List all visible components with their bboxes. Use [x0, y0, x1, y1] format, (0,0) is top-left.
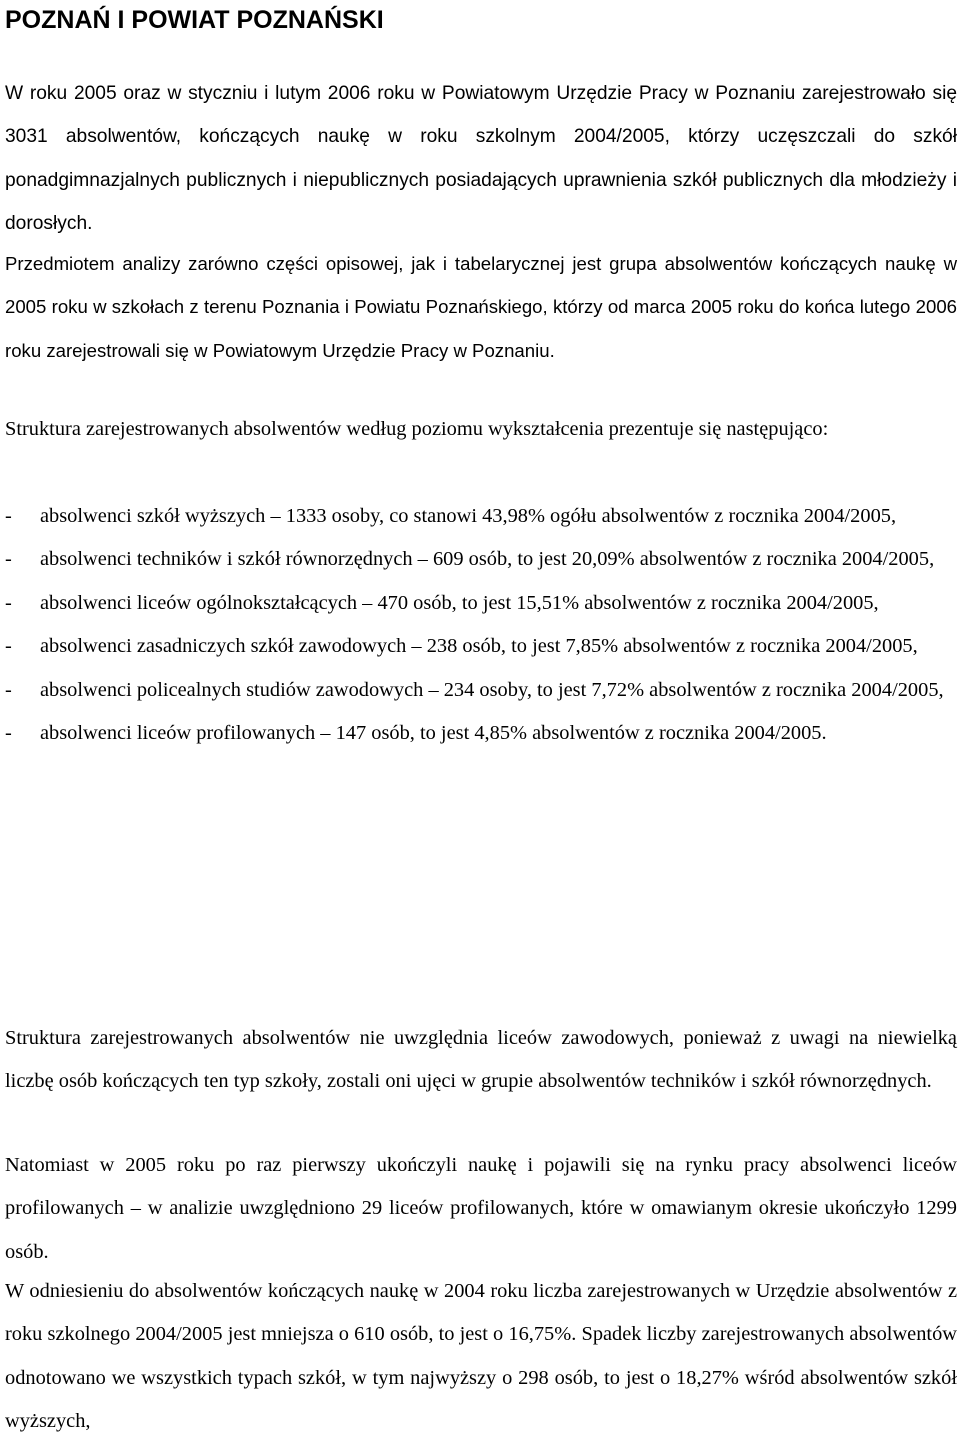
- list-item: [5, 669, 957, 712]
- document-title: POZNAŃ I POWIAT POZNAŃSKI: [5, 6, 384, 34]
- list-item: [5, 495, 957, 538]
- list-dash: -: [5, 591, 12, 614]
- list-item-text: absolwenci techników i szkół równorzędnych – 609 osób, to jest 20,09% absolwentów z rocznika 2004/2005,: [40, 548, 935, 571]
- list-dash: -: [5, 635, 12, 658]
- paragraph-structure-intro: Struktura zarejestrowanych absolwentów według poziomu wykształcenia prezentuje się następująco:: [5, 418, 829, 440]
- list-item-text: absolwenci policealnych studiów zawodowych – 234 osoby, to jest 7,72% absolwentów z rocznika 2004/2005,: [40, 678, 944, 701]
- list-item: [5, 538, 957, 581]
- paragraph-registration-summary: W roku 2005 oraz w styczniu i lutym 2006 roku w Powiatowym Urzędzie Pracy w Poznaniu zarejestrowało się 3031 absolwentów, kończących naukę w roku szkolnym 2004/2005, którzy uczęszczali do szkół ponadgimnazjalnych publicznych i niepublicznych posiadających uprawnienia szkół publicznych dla młodzieży i dorosłych.: [5, 83, 957, 235]
- list-item-text: absolwenci szkół wyższych – 1333 osoby, co stanowi 43,98% ogółu absolwentów z rocznika 2004/2005,: [40, 505, 897, 527]
- paragraph-analysis-subject: Przedmiotem analizy zarówno części opisowej, jak i tabelarycznej jest grupa absolwentów kończących naukę w 2005 roku w szkołach z terenu Poznania i Powiatu Poznańskiego, którzy od marca 2005 roku do końca lutego 2006 roku zarejestrowali się w Powiatowym Urzędzie Pracy w Poznaniu.: [5, 253, 957, 361]
- list-dash: -: [5, 678, 12, 701]
- list-item-text: absolwenci liceów ogólnokształcących – 470 osób, to jest 15,51% absolwentów z rocznika 2004/2005,: [40, 591, 879, 614]
- list-dash: -: [5, 722, 12, 745]
- list-item-text: absolwenci liceów profilowanych – 147 osób, to jest 4,85% absolwentów z rocznika 2004/2005.: [40, 722, 827, 745]
- paragraph-profiled-lyceums: Natomiast w 2005 roku po raz pierwszy ukończyli naukę i pojawili się na rynku pracy absolwenci liceów profilowanych – w analizie uwzględniono 29 liceów profilowanych, które w omawianym okresie ukończyło 1299 osób.: [5, 1154, 957, 1263]
- list-item: [5, 625, 957, 668]
- list-item-text: absolwenci zasadniczych szkół zawodowych – 238 osób, to jest 7,85% absolwentów z rocznika 2004/2005,: [40, 635, 918, 658]
- list-item: [5, 712, 957, 755]
- education-level-list: [5, 495, 957, 755]
- paragraph-vocational-note: Struktura zarejestrowanych absolwentów nie uwzględnia liceów zawodowych, ponieważ z uwagi na niewielką liczbę osób kończących ten typ szkoły, zostali oni ujęci w grupie absolwentów techników i szkół równorzędnych.: [5, 1027, 957, 1093]
- list-dash: -: [5, 505, 12, 527]
- paragraph-year-comparison: W odniesieniu do absolwentów kończących naukę w 2004 roku liczba zarejestrowanych w Urzędzie absolwentów z roku szkolnego 2004/2005 jest mniejsza o 610 osób, to jest o 16,75%. Spadek liczby zarejestrowanych absolwentów odnotowano we wszystkich typach szkół, w tym najwyższy o 298 osób, to jest o 18,27% wśród absolwentów szkół wyższych,: [5, 1280, 957, 1433]
- list-item: [5, 582, 957, 625]
- list-dash: -: [5, 548, 12, 571]
